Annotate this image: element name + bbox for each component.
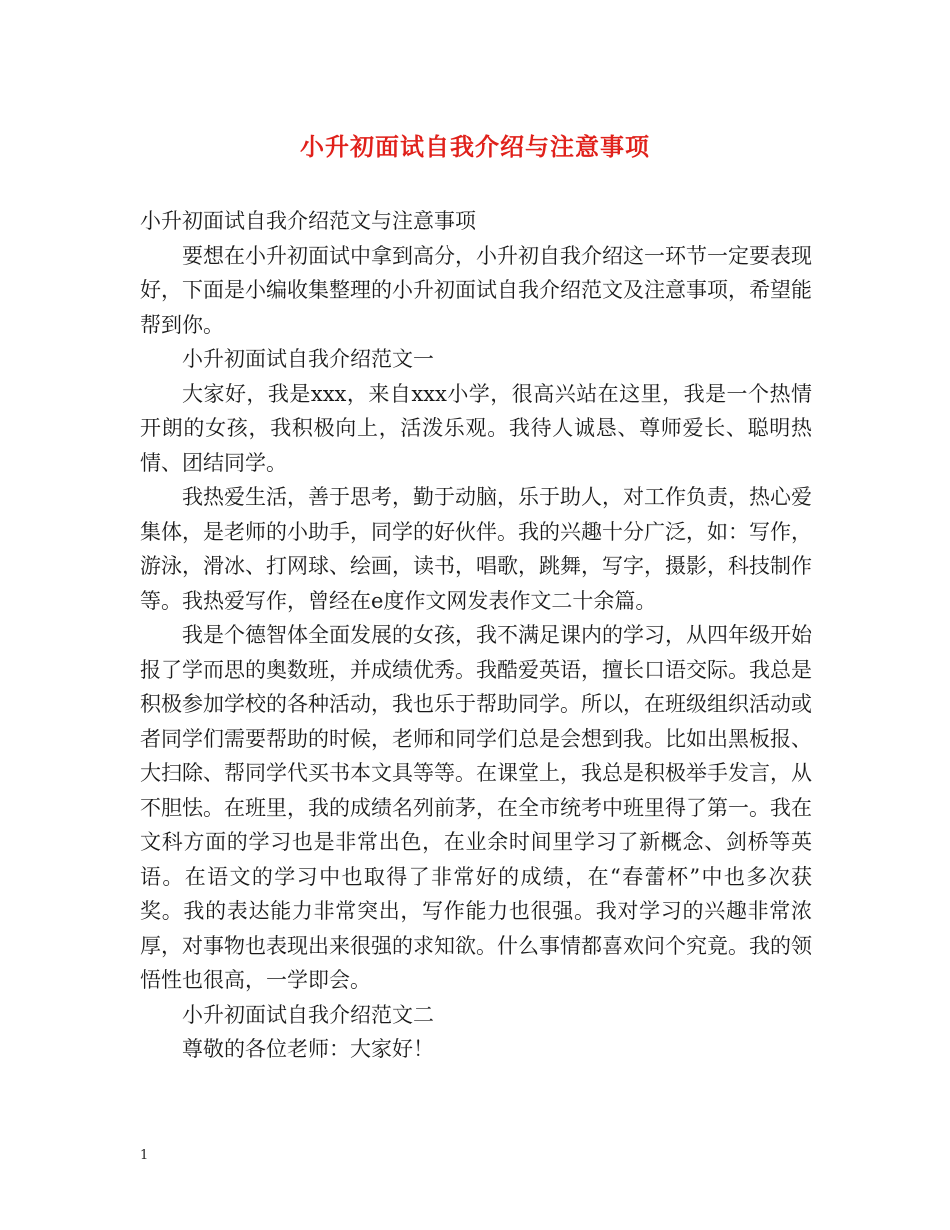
- section-heading-sample-two: 小升初面试自我介绍范文二: [182, 1002, 434, 1027]
- paragraph-salutation: 尊敬的各位老师：大家好！: [182, 1037, 434, 1061]
- paragraph-hobbies: 我热爱生活，善于思考，勤于动脑，乐于助人，对工作负责，热心爱集体，是老师的小助手，同学的好伙伴。我的兴趣十分广泛，如：写作，游泳，滑冰、打网球、绘画，读书，唱歌，跳舞，写字，摄影，科技制作等。我热爱写作，曾经在e度作文网发表作文二十余篇。: [140, 485, 812, 613]
- page-number: 1: [140, 1148, 149, 1163]
- document-title: 小升初面试自我介绍与注意事项: [300, 132, 650, 161]
- paragraph-intro: 要想在小升初面试中拿到高分，小升初自我介绍这一环节一定要表现好，下面是小编收集整理的小升初面试自我介绍范文及注意事项，希望能帮到你。: [140, 243, 812, 337]
- section-heading-sample-one: 小升初面试自我介绍范文一: [182, 347, 434, 371]
- document-body: [140, 204, 812, 1067]
- paragraph-achievements: 我是个德智体全面发展的女孩，我不满足课内的学习，从四年级开始报了学而思的奥数班，并成绩优秀。我酷爱英语，擅长口语交际。我总是积极参加学校的各种活动，我也乐于帮助同学。所以，在班级组织活动或者同学们需要帮助的时候，老师和同学们总是会想到我。比如出黑板报、大扫除、帮同学代买书本文具等等。在课堂上，我总是积极举手发言，从不胆怯。在班里，我的成绩名列前茅，在全市统考中班里得了第一。我在文科方面的学习也是非常出色，在业余时间里学习了新概念、剑桥等英语。在语文的学习中也取得了非常好的成绩，在“春蕾杯”中也多次获奖。我的表达能力非常突出，写作能力也很强。我对学习的兴趣非常浓厚，对事物也表现出来很强的求知欲。什么事情都喜欢问个究竟。我的领悟性也很高，一学即会。: [140, 623, 812, 992]
- paragraph-subtitle: 小升初面试自我介绍范文与注意事项: [140, 209, 476, 233]
- paragraph-greeting: 大家好，我是xxx，来自xxx小学，很高兴站在这里，我是一个热情开朗的女孩，我积极向上，活泼乐观。我待人诚恳、尊师爱长、聪明热情、团结同学。: [140, 381, 812, 475]
